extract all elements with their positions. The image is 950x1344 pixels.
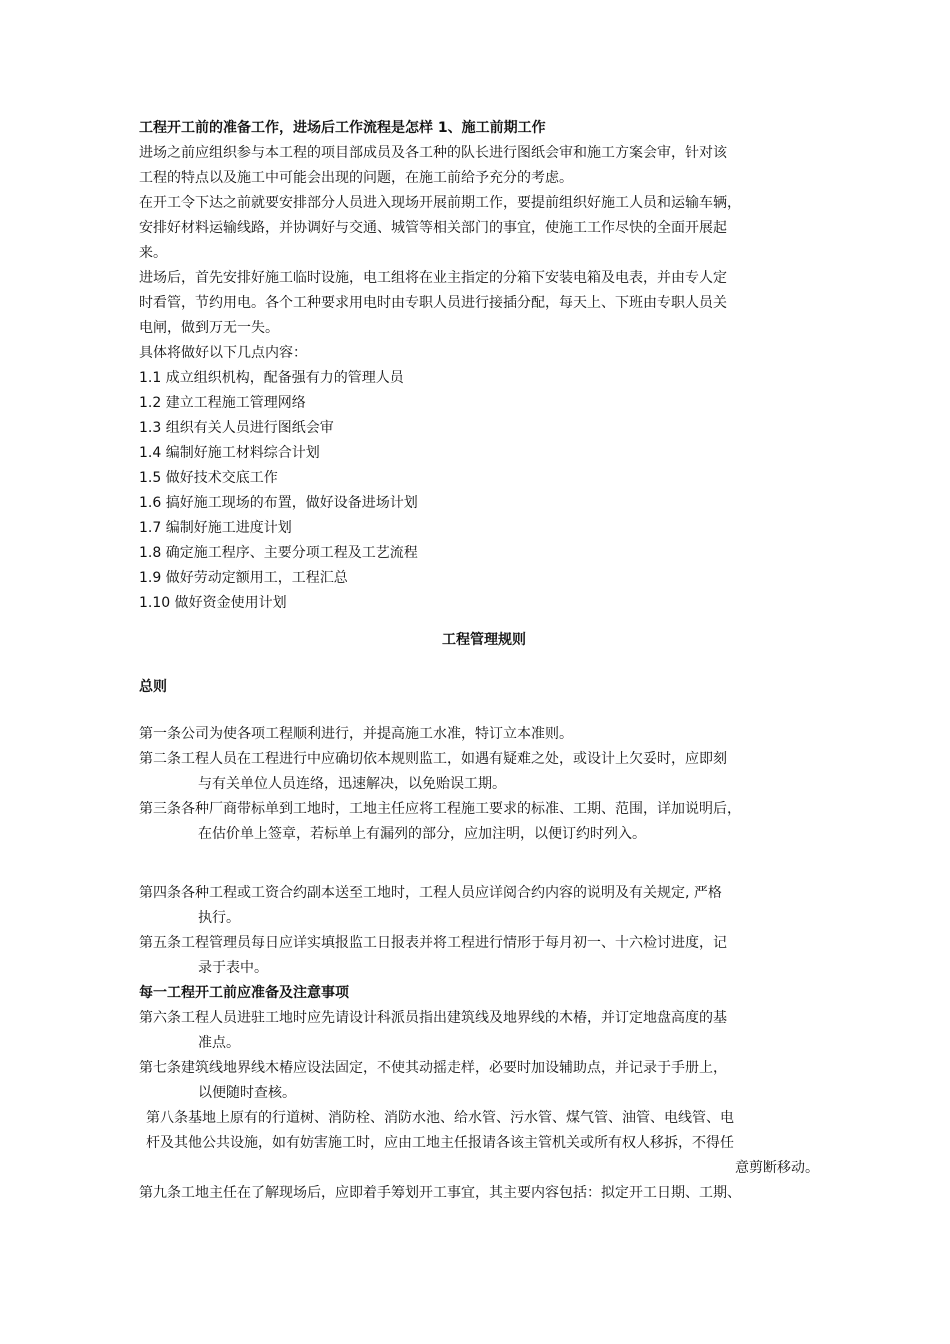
paragraph-line: 进场之前应组织参与本工程的项目部成员及各工种的队长进行图纸会审和施工方案会审，针对该 — [139, 145, 727, 161]
spacer — [139, 653, 829, 675]
article-8-line: 第八条基地上原有的行道树、消防栓、消防水池、给水管、污水管、煤气管、油管、电线管、电 — [146, 1110, 734, 1126]
article-1: 第一条公司为使各项工程顺利进行，并提高施工水准，特订立本准则。 — [139, 726, 573, 742]
list-item: 1.3 组织有关人员进行图纸会审 — [139, 420, 334, 436]
article-3-line: 在估价单上签章，若标单上有漏列的部分，应加注明，以便订约时列入。 — [198, 826, 646, 842]
document-page — [139, 116, 829, 1206]
list-item: 1.10 做好资金使用计划 — [139, 595, 287, 611]
list-item: 1.5 做好技术交底工作 — [139, 470, 278, 486]
section-title-preparation: 工程开工前的准备工作，进场后工作流程是怎样 1、施工前期工作 — [139, 120, 546, 136]
article-8-line: 意剪断移动。 — [735, 1160, 819, 1176]
list-item: 1.8 确定施工程序、主要分项工程及工艺流程 — [139, 545, 418, 561]
paragraph-line: 来。 — [139, 245, 167, 261]
article-4-line: 第四条各种工程或工资合约副本送至工地时，工程人员应详阅合约内容的说明及有关规定, 严格 — [139, 885, 722, 901]
list-item: 1.4 编制好施工材料综合计划 — [139, 445, 320, 461]
paragraph-line: 进场后，首先安排好施工临时设施，电工组将在业主指定的分箱下安装电箱及电表，并由专人定 — [139, 270, 727, 286]
list-item: 1.7 编制好施工进度计划 — [139, 520, 292, 536]
paragraph-line: 电闸，做到万无一失。 — [139, 320, 279, 336]
spacer — [139, 700, 829, 722]
section-heading-general: 总则 — [139, 679, 167, 695]
article-2-line: 第二条工程人员在工程进行中应确切依本规则监工，如遇有疑难之处，或设计上欠妥时，应即刻 — [139, 751, 727, 767]
paragraph-line: 时看管，节约用电。各个工种要求用电时由专职人员进行接插分配，每天上、下班由专职人员关 — [139, 295, 727, 311]
article-5-line: 录于表中。 — [198, 960, 268, 976]
spacer — [139, 847, 829, 881]
article-7-line: 第七条建筑线地界线木椿应设法固定，不使其动摇走样，必要时加设辅助点，并记录于手册上， — [139, 1060, 727, 1076]
article-8-line: 杆及其他公共设施，如有妨害施工时，应由工地主任报请各该主管机关或所有权人移拆，不得任 — [146, 1135, 734, 1151]
article-7-line: 以便随时查核。 — [198, 1085, 296, 1101]
rules-title: 工程管理规则 — [442, 632, 526, 648]
spacer — [139, 616, 829, 628]
paragraph-line: 在开工令下达之前就要安排部分人员进入现场开展前期工作，要提前组织好施工人员和运输车辆， — [139, 195, 741, 211]
list-item: 1.9 做好劳动定额用工，工程汇总 — [139, 570, 348, 586]
article-2-line: 与有关单位人员连络，迅速解决，以免贻误工期。 — [198, 776, 506, 792]
paragraph-line: 工程的特点以及施工中可能会出现的问题，在施工前给予充分的考虑。 — [139, 170, 573, 186]
article-9: 第九条工地主任在了解现场后，应即着手筹划开工事宜，其主要内容包括：拟定开工日期、工期、 — [139, 1185, 741, 1201]
article-6-line: 准点。 — [198, 1035, 240, 1051]
article-4-line: 执行。 — [198, 910, 240, 926]
paragraph-line: 安排好材料运输线路，并协调好与交通、城管等相关部门的事宜，使施工工作尽快的全面开展起 — [139, 220, 727, 236]
article-6-line: 第六条工程人员进驻工地时应先请设计科派员指出建筑线及地界线的木椿，并订定地盘高度的基 — [139, 1010, 727, 1026]
article-5-line: 第五条工程管理员每日应详实填报监工日报表并将工程进行情形于每月初一、十六检讨进度，记 — [139, 935, 727, 951]
list-item: 1.2 建立工程施工管理网络 — [139, 395, 306, 411]
list-intro: 具体将做好以下几点内容： — [139, 345, 307, 361]
list-item: 1.6 搞好施工现场的布置，做好设备进场计划 — [139, 495, 418, 511]
list-item: 1.1 成立组织机构，配备强有力的管理人员 — [139, 370, 404, 386]
article-3-line: 第三条各种厂商带标单到工地时，工地主任应将工程施工要求的标准、工期、范围，详加说明后， — [139, 801, 741, 817]
section-heading-preparation: 每一工程开工前应准备及注意事项 — [139, 985, 349, 1001]
